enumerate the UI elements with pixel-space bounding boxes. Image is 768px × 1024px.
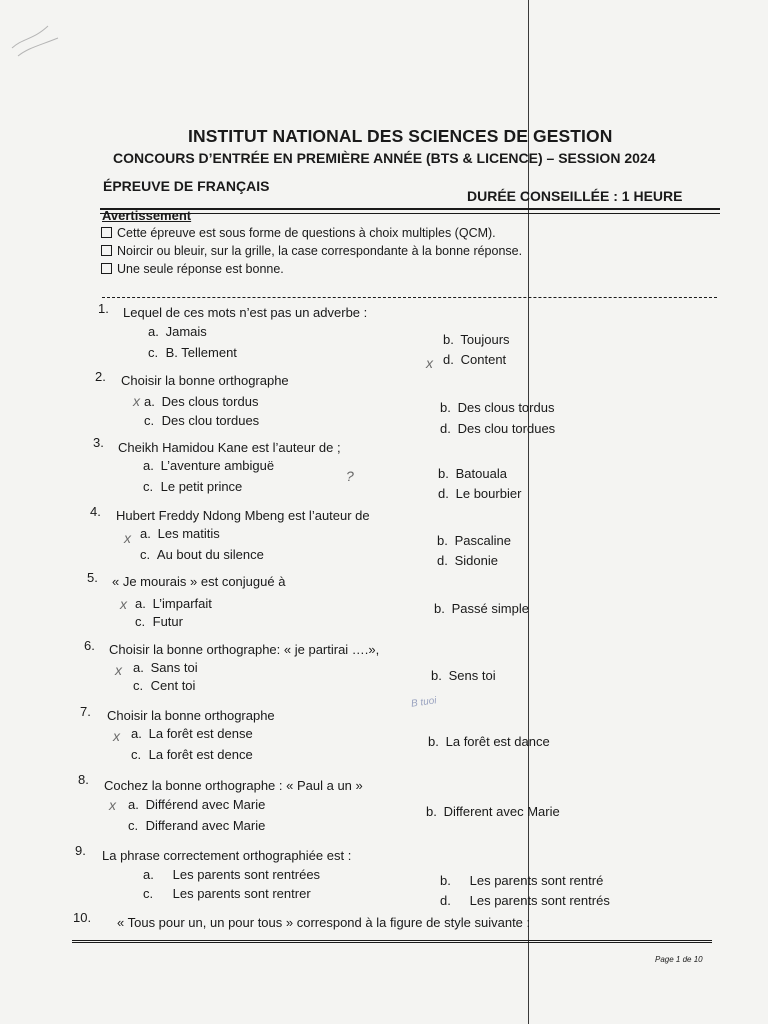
question-text: Choisir la bonne orthographe — [107, 708, 275, 723]
option-a[interactable]: a. Différend avec Marie — [128, 797, 266, 812]
option-b[interactable]: b. Different avec Marie — [426, 804, 560, 819]
option-d[interactable]: d. Sidonie — [437, 553, 498, 568]
option-d[interactable]: d. Les parents sont rentrés — [440, 893, 610, 908]
option-b[interactable]: b. Des clous tordus — [440, 400, 555, 415]
option-c[interactable]: c. La forêt est dence — [131, 747, 253, 762]
question-number: 9. — [75, 843, 86, 858]
question-number: 5. — [87, 570, 98, 585]
institute-title: INSTITUT NATIONAL DES SCIENCES DE GESTION — [188, 126, 613, 146]
option-a[interactable]: a. L’imparfait — [135, 596, 212, 611]
option-a[interactable]: a. La forêt est dense — [131, 726, 253, 741]
question-number: 1. — [98, 301, 109, 316]
question-text: « Je mourais » est conjugué à — [112, 574, 286, 589]
footer-rule — [72, 942, 712, 943]
option-c[interactable]: c. Differand avec Marie — [128, 818, 266, 833]
option-d[interactable]: d. Des clou tordues — [440, 421, 556, 436]
warning-heading: Avertissement — [102, 208, 192, 223]
question-number: 8. — [78, 772, 89, 787]
header-rule-thin — [100, 213, 720, 214]
question-number: 3. — [93, 435, 104, 450]
contest-subtitle: CONCOURS D’ENTRÉE EN PREMIÈRE ANNÉE (BTS & LICENCE) – SESSION 2024 — [113, 150, 656, 166]
tick-mark-icon: x — [133, 393, 140, 409]
option-a[interactable]: a. Des clous tordus — [144, 394, 259, 409]
exam-duration: DURÉE CONSEILLÉE : 1 HEURE — [467, 188, 683, 204]
corner-scratch-mark — [8, 18, 68, 68]
question-text: La phrase correctement orthographiée est : — [102, 848, 352, 863]
exam-subject: ÉPREUVE DE FRANÇAIS — [103, 178, 270, 194]
question-number: 6. — [84, 638, 95, 653]
option-b[interactable]: b. Sens toi — [431, 668, 496, 683]
question-text: Lequel de ces mots n’est pas un adverbe : — [123, 305, 368, 320]
header-rule-thick — [100, 208, 720, 210]
option-a[interactable]: a. Les parents sont rentrées — [143, 867, 321, 882]
option-c[interactable]: c. Des clou tordues — [144, 413, 260, 428]
option-b[interactable]: b. Passé simple — [434, 601, 529, 616]
option-b[interactable]: b. Batouala — [438, 466, 507, 481]
option-d[interactable]: d. Content — [443, 352, 507, 367]
option-b[interactable]: b. Pascaline — [437, 533, 511, 548]
footer-rule — [72, 940, 712, 941]
question-number: 4. — [90, 504, 101, 519]
option-a[interactable]: a. Jamais — [148, 324, 207, 339]
question-number: 10. — [73, 910, 92, 925]
warning-line: Noircir ou bleuir, sur la grille, la case correspondante à la bonne réponse. — [101, 244, 522, 258]
checkbox-icon — [101, 227, 112, 238]
option-b[interactable]: b. Les parents sont rentré — [440, 873, 604, 888]
question-text: Hubert Freddy Ndong Mbeng est l’auteur de — [116, 508, 370, 523]
tick-mark-icon: x — [109, 797, 116, 813]
option-a[interactable]: a. L’aventure ambiguë — [143, 458, 275, 473]
question-text: Cheikh Hamidou Kane est l’auteur de ; — [118, 440, 341, 455]
question-mark-annotation: ? — [346, 468, 354, 484]
question-text: « Tous pour un, un pour tous » correspond à la figure de style suivante : — [117, 915, 531, 930]
option-c[interactable]: c. Cent toi — [133, 678, 196, 693]
question-text: Choisir la bonne orthographe — [121, 373, 289, 388]
option-d[interactable]: d. Le bourbier — [438, 486, 522, 501]
tick-mark-icon: x — [120, 596, 127, 612]
warning-line: Une seule réponse est bonne. — [101, 262, 284, 276]
checkbox-icon — [101, 263, 112, 274]
option-c[interactable]: c. Au bout du silence — [140, 547, 264, 562]
page-number: Page 1 de 10 — [655, 955, 703, 964]
question-number: 7. — [80, 704, 91, 719]
option-b[interactable]: b. La forêt est dance — [428, 734, 550, 749]
tick-mark-icon: x — [115, 662, 122, 678]
option-a[interactable]: a. Sans toi — [133, 660, 198, 675]
question-text: Choisir la bonne orthographe: « je partirai ….», — [109, 642, 380, 657]
question-text: Cochez la bonne orthographe : « Paul a un » — [104, 778, 363, 793]
option-b[interactable]: b. Toujours — [443, 332, 510, 347]
option-c[interactable]: c. Le petit prince — [143, 479, 243, 494]
tick-mark-icon: x — [113, 728, 120, 744]
option-c[interactable]: c. Les parents sont rentrer — [143, 886, 311, 901]
option-a[interactable]: a. Les matitis — [140, 526, 220, 541]
tick-mark-icon: x — [426, 355, 433, 371]
option-c[interactable]: c. Futur — [135, 614, 183, 629]
tick-mark-icon: x — [124, 530, 131, 546]
faint-scribble: B tuoi — [410, 695, 438, 710]
checkbox-icon — [101, 245, 112, 256]
warning-line: Cette épreuve est sous forme de questions à choix multiples (QCM). — [101, 226, 496, 240]
dashed-separator — [102, 297, 717, 298]
option-c[interactable]: c. B. Tellement — [148, 345, 237, 360]
question-number: 2. — [95, 369, 106, 384]
